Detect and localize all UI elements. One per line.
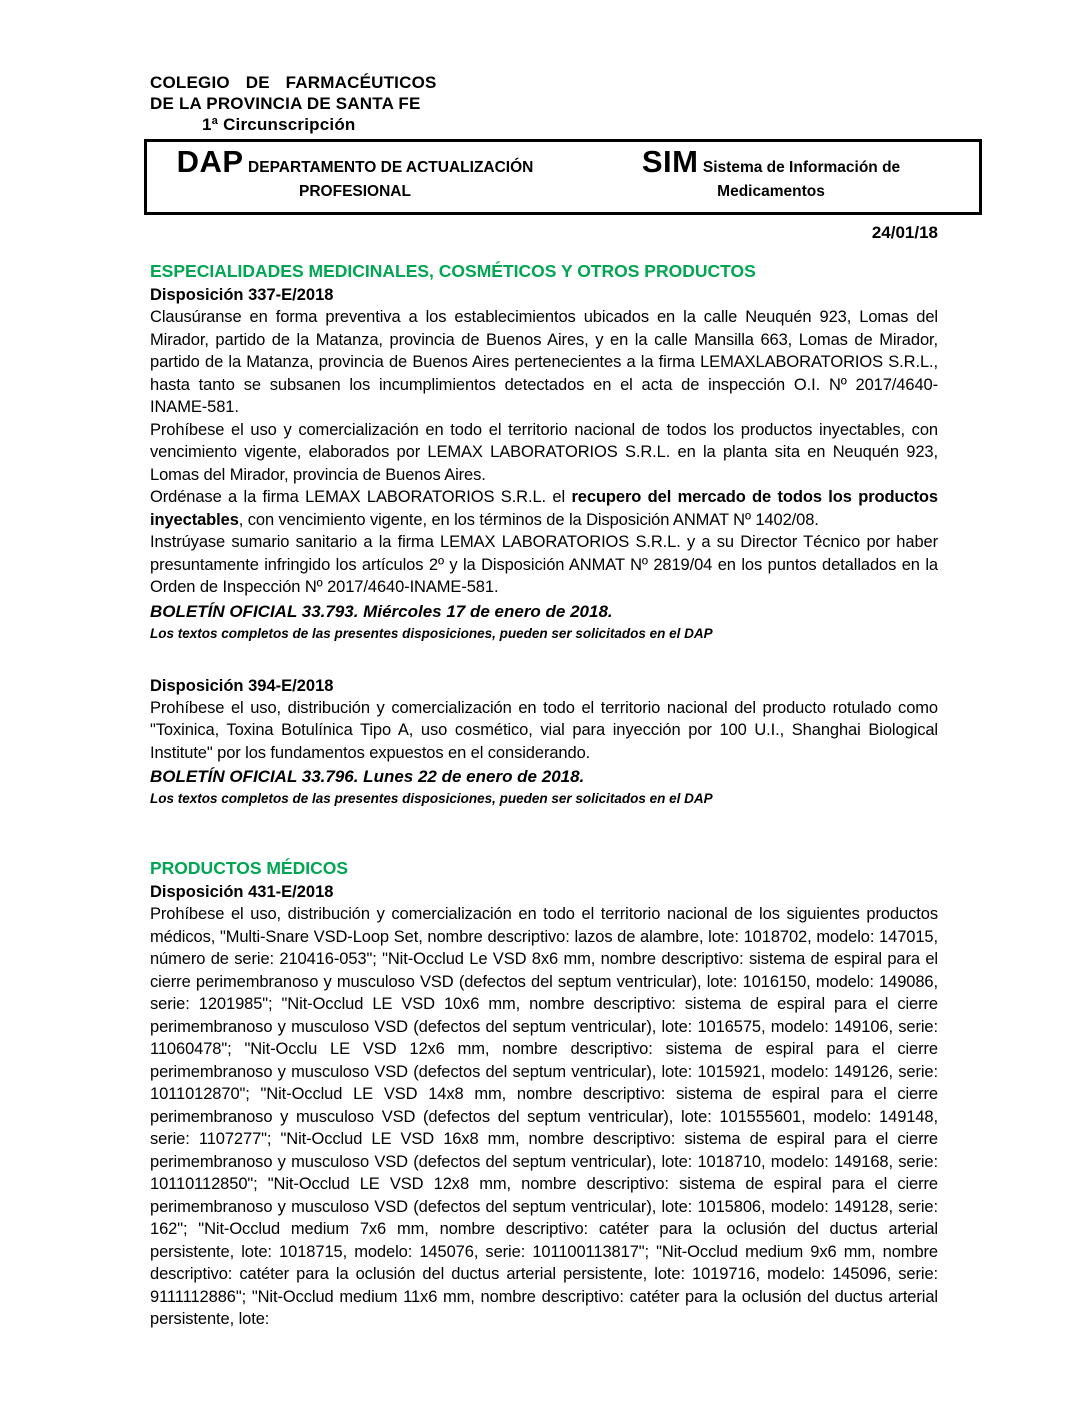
dap-note-337: Los textos completos de las presentes disposiciones, pueden ser solicitados en el DAP xyxy=(150,625,713,641)
section-heading-especialidades: ESPECIALIDADES MEDICINALES, COSMÉTICOS Y OTROS PRODUCTOS xyxy=(150,261,756,281)
org-name-line1: COLEGIO DE FARMACÉUTICOS xyxy=(150,73,437,92)
section-heading-productos-medicos: PRODUCTOS MÉDICOS xyxy=(150,858,349,878)
paragraph-337-prohibicion: Prohíbese el uso y comercialización en todo el territorio nacional de todos los productos inyectables, con vencimiento vigente, elaborados por LEMAX LABORATORIOS S.R.L. en la planta sita en Neuquén 923, Lomas del Mirador, provincia de Buenos Aires. xyxy=(150,420,938,484)
dap-note-394: Los textos completos de las presentes disposiciones, pueden ser solicitados en el DAP xyxy=(150,791,713,806)
disposicion-394-title: Disposición 394-E/2018 xyxy=(150,676,334,695)
paragraph-337-clausura: Clausúranse en forma preventiva a los establecimientos ubicados en la calle Neuquén 923, Lomas del Mirador, partido de la Matanza, provincia de Buenos Aires, y en la calle Mansilla 663, Lomas de Mirador, partido de la Matanza, provincia de Buenos Aires pertenecientes a la firma LEMAXLABORATORIOS S.R.L., hasta tanto se subsanen los incumplimientos detectados en el acta de inspección O.I. Nº 2017/4640- INAME-581. xyxy=(150,308,938,416)
paragraph-337-sumario: Instrúyase sumario sanitario a la firma LEMAX LABORATORIOS S.R.L. y a su Director Técnico por haber presuntamente infringido los artículos 2º y la Disposición ANMAT Nº 2819/04 en los puntos detallados en la Orden de Inspección Nº 2017/4640-INAME-581. xyxy=(150,533,938,596)
dap-name: DEPARTAMENTO DE ACTUALIZACIÓN PROFESIONAL xyxy=(248,159,534,200)
dap-cell-content xyxy=(147,144,563,204)
paragraph-337-recupero-tail: , con vencimiento vigente, en los términos de la Disposición ANMAT Nº 1402/08. xyxy=(238,510,819,529)
issue-date: 24/01/18 xyxy=(871,223,938,242)
org-subdivision: 1ª Circunscripción xyxy=(202,115,356,134)
paragraph-337-recupero-lead: Ordénase a la firma LEMAX LABORATORIOS S.R.L. el xyxy=(150,488,572,506)
sim-cell xyxy=(563,144,979,204)
disposicion-431-title: Disposición 431-E/2018 xyxy=(150,883,334,901)
dap-sim-banner xyxy=(144,139,982,215)
sim-abbr: SIM xyxy=(641,144,699,179)
sim-cell-content xyxy=(606,144,936,204)
paragraph-431-prohibicion: Prohíbese el uso, distribución y comercialización en todo el territorio nacional de los siguientes productos médicos, "Multi-Snare VSD-Loop Set, nombre descriptivo: lazos de alambre, lote: 1018702, modelo: 147015, número de serie: 210416-053"; "Nit-Occlud Le VSD 8x6 mm, nombre descriptivo: sistema de espiral para el cierre perimembranoso y musculoso VSD (defectos del septum ventricular), lote: 1016150, modelo: 149086, serie: 1201985"; "Nit-Occlud LE VSD 10x6 mm, nombre descriptivo: sistema de espiral para el cierre perimembranoso y musculoso VSD (defectos del septum ventricular), lote: 1016575, modelo: 149106, serie: 11060478"; "Nit-Occlu LE VSD 12x6 mm, nombre descriptivo: sistema de espiral para el cierre perimembranoso y musculoso VSD (defectos del septum ventricular), lote: 1015921, modelo: 149126, serie: 1011012870"; "Nit-Occlud LE VSD 14x8 mm, nombre descriptivo: sistema de espiral para el cierre perimembranoso y musculoso VSD (defectos del septum ventricular), lote: 101555601, modelo: 149148, serie: 1107277"; "Nit-Occlud LE VSD 16x8 mm, nombre descriptivo: sistema de espiral para el cierre perimembranoso y musculoso VSD (defectos del septum ventricular), lote: 1018710, modelo: 149168, serie: 10110112850"; "Nit-Occlud LE VSD 12x8 mm, nombre descriptivo: sistema de espiral para el cierre perimembranoso y musculoso VSD (defectos del septum ventricular), lote: 1015806, modelo: 149128, serie: 162"; "Nit-Occlud medium 7x6 mm, nombre descriptivo: catéter para la oclusión del ductus arterial persistente, lote: 1018715, modelo: 145076, serie: 101100113817"; "Nit-Occlud medium 9x6 mm, nombre descriptivo: catéter para la oclusión del ductus arterial persistente, lote: 1019716, modelo: 145096, serie: 9111112886"; "Nit-Occlud medium 11x6 mm, nombre descriptivo: catéter para la oclusión del ductus arterial persistente, lote: xyxy=(150,905,938,1328)
dap-abbr: DAP xyxy=(176,144,244,179)
sim-name: Sistema de Información de Medicamentos xyxy=(702,159,901,200)
paragraph-394-prohibicion: Prohíbese el uso, distribución y comercialización en todo el territorio nacional del producto rotulado como "Toxinica, Toxina Botulínica Tipo A, uso cosmético, vial para inyección por 100 U.I., Shanghai Biological Institute" por los fundamentos expuestos en el considerando. xyxy=(150,698,938,762)
org-name-line2: DE LA PROVINCIA DE SANTA FE xyxy=(150,94,421,113)
dap-cell xyxy=(147,144,563,204)
org-header xyxy=(150,72,938,135)
disposicion-337-title: Disposición 337-E/2018 xyxy=(150,286,334,304)
boletin-oficial-394: BOLETÍN OFICIAL 33.796. Lunes 22 de enero de 2018. xyxy=(150,767,585,786)
paragraph-337-recupero-emphasis: recupero del mercado de todos los productos inyectables xyxy=(150,488,938,529)
paragraph-337-recupero xyxy=(150,486,938,531)
boletin-oficial-337: BOLETÍN OFICIAL 33.793. Miércoles 17 de enero de 2018. xyxy=(150,601,613,621)
